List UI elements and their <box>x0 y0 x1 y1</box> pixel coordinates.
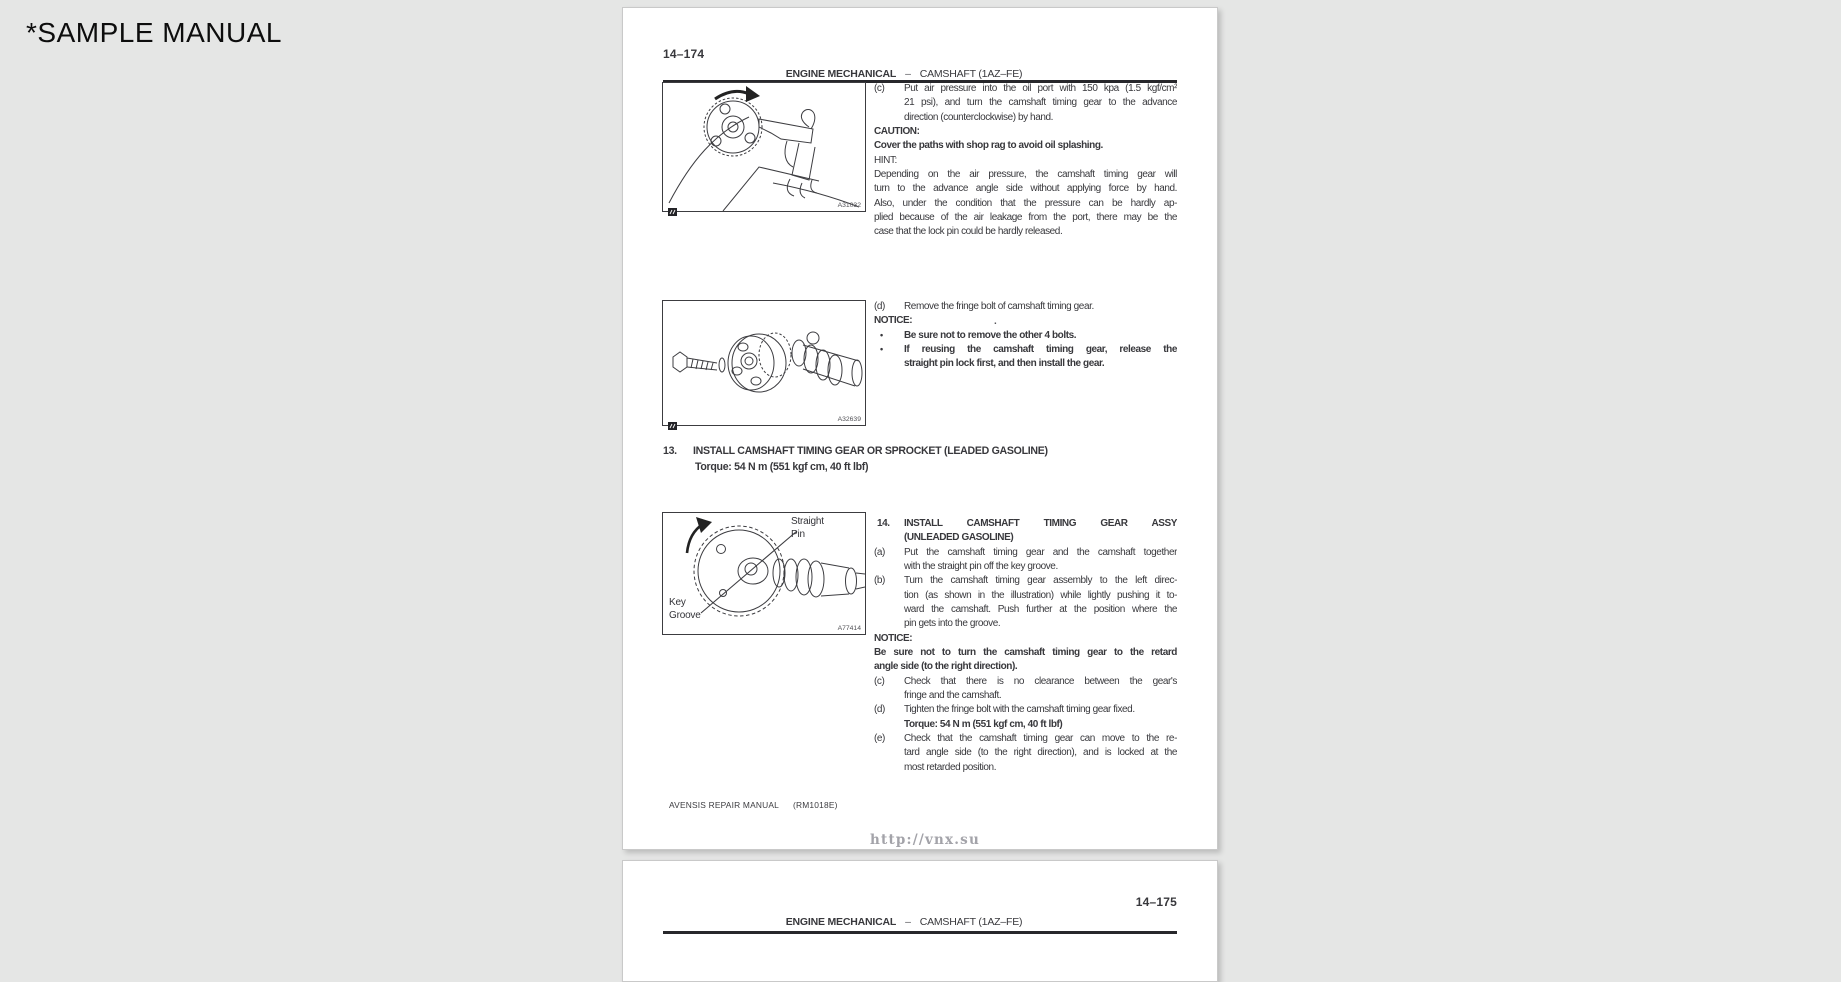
notice-bullet-2: If reusing the camshaft timing gear, release the straight pin lock first, and then install the gear. <box>904 343 1177 370</box>
page-header <box>647 68 1161 80</box>
figure-air-pressure <box>662 82 866 212</box>
step-c-text: Put air pressure into the oil port with 150 kpa (1.5 kgf/cm² 21 psi), and turn the camshaft timing gear to the advance direction (counterclockwise) by hand. <box>904 83 1177 123</box>
step-13-heading <box>663 444 1177 476</box>
caution-text: Cover the paths with shop rag to avoid oil splashing. <box>874 140 1103 152</box>
manual-page-175 <box>622 860 1218 982</box>
page-header <box>647 916 1161 928</box>
header-section: ENGINE MECHANICAL <box>785 916 897 928</box>
step-14-title: INSTALL CAMSHAFT TIMING GEAR ASSY (UNLEADED GASOLINE) <box>904 518 1177 544</box>
header-rule <box>663 931 1177 934</box>
notice-bullet-1: Be sure not to remove the other 4 bolts. <box>904 329 1077 341</box>
header-subsection: CAMSHAFT (1AZ–FE) <box>919 68 1023 80</box>
bullet-icon: • <box>880 343 883 354</box>
figure1-illustration <box>663 83 865 211</box>
step-a-text: Put the camshaft timing gear and the camshaft together with the straight pin off the key groove. <box>904 546 1177 572</box>
footer-title: AVENSIS REPAIR MANUAL <box>669 800 779 810</box>
step-d-block <box>874 300 1177 372</box>
repair-manual-footer <box>669 800 838 810</box>
scan-artifact-dot: . <box>994 316 997 328</box>
step-13-torque: Torque: 54 N m (551 kgf cm, 40 ft lbf) <box>695 460 869 473</box>
step-b-text: Turn the camshaft timing gear assembly to the left direc- tion (as shown in the illustration) while lightly pushing it to- ward the camshaft. Push further at the position where the pin gets into the groove. <box>904 575 1177 630</box>
step-d2-text: Tighten the fringe bolt with the camshaft timing gear fixed. <box>904 704 1135 716</box>
notice-text: Be sure not to turn the camshaft timing gear to the retard angle side (to the right direction). <box>874 646 1177 673</box>
figure2-illustration <box>663 301 865 425</box>
figure-fringe-bolt <box>662 300 866 426</box>
watermark-url: http://vnx.su <box>870 832 980 848</box>
sample-manual-label: *SAMPLE MANUAL <box>26 17 282 48</box>
step-c2-text: Check that there is no clearance between the gear's fringe and the camshaft. <box>904 675 1177 701</box>
manual-page-174 <box>622 7 1218 850</box>
footer-code: (RM1018E) <box>793 800 838 810</box>
step-number: 13. <box>663 445 677 457</box>
figure-code: A32639 <box>837 416 861 423</box>
header-subsection: CAMSHAFT (1AZ–FE) <box>919 916 1023 928</box>
page-number: 14–174 <box>663 47 705 61</box>
step-label: (d) <box>874 704 885 716</box>
step-c-block <box>874 82 1177 240</box>
notice-heading: NOTICE: <box>874 315 913 327</box>
hint-heading: HINT: <box>874 154 897 166</box>
figure-code: A77414 <box>837 625 861 632</box>
hint-text: Depending on the air pressure, the camshaft timing gear will turn to the advance angle side without applying force by hand. Also, under the condition that the pressure can be hardly ap- plied because of the air leakage from the port, there may be the case that the lock pin could be hardly released. <box>874 168 1177 238</box>
straight-pin-label: Straight Pin <box>791 516 824 540</box>
step-e-text: Check that the camshaft timing gear can move to the re- tard angle side (to the right direction), and is locked at the most retarded position. <box>904 732 1177 773</box>
step-label: (b) <box>874 575 885 587</box>
step-label: (a) <box>874 546 885 558</box>
step-13-title: INSTALL CAMSHAFT TIMING GEAR OR SPROCKET (LEADED GASOLINE) <box>693 445 1048 457</box>
step-14-block <box>874 517 1177 775</box>
page-number: 14–175 <box>1135 895 1177 909</box>
step-label: (d) <box>874 301 885 312</box>
figure-code: A31032 <box>837 202 861 209</box>
step-label: (c) <box>874 83 885 94</box>
notice-heading: NOTICE: <box>874 632 913 644</box>
figure-straight-pin <box>662 512 866 635</box>
header-section: ENGINE MECHANICAL <box>785 68 897 80</box>
header-separator: – <box>905 916 911 928</box>
key-groove-label: Key Groove <box>669 597 701 621</box>
step-label: (c) <box>874 675 885 687</box>
step-label: (e) <box>874 732 885 744</box>
step-d2-torque: Torque: 54 N m (551 kgf cm, 40 ft lbf) <box>904 718 1063 730</box>
step-d-text: Remove the fringe bolt of camshaft timing gear. <box>904 301 1094 312</box>
step-number: 14. <box>877 518 890 529</box>
caution-heading: CAUTION: <box>874 125 920 137</box>
header-separator: – <box>905 68 911 80</box>
bullet-icon: • <box>880 329 883 340</box>
